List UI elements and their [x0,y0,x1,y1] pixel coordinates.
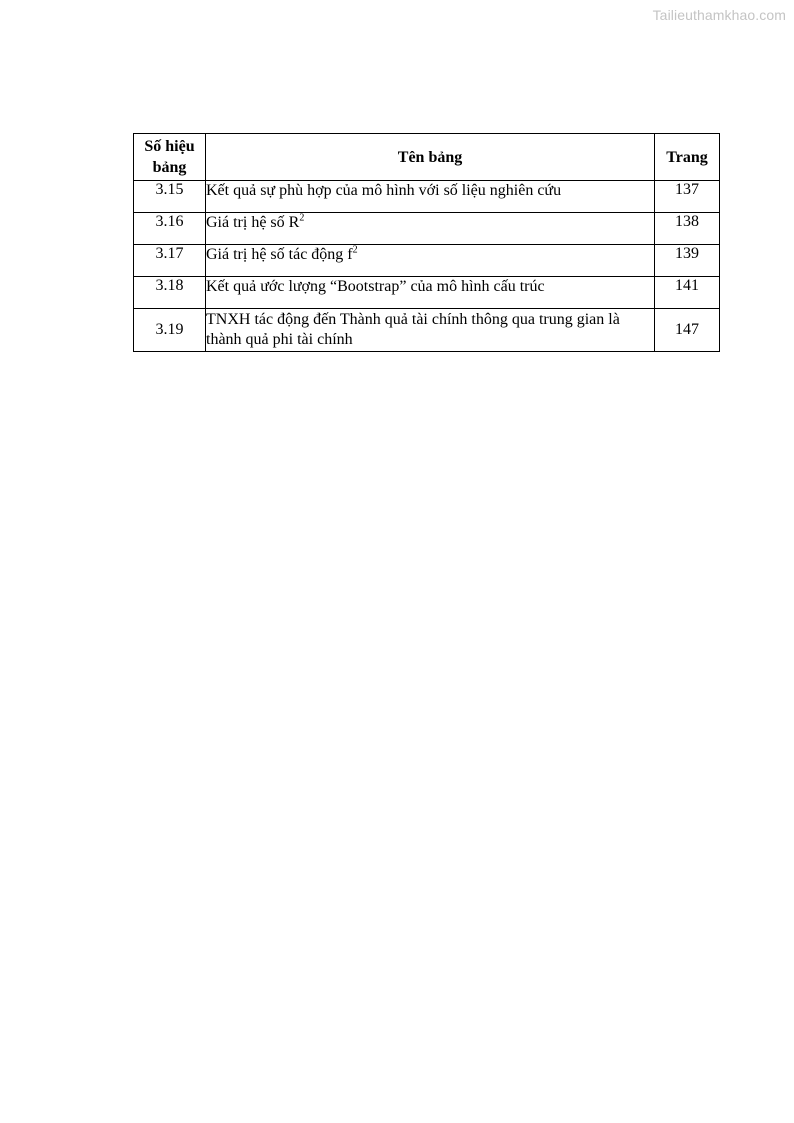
watermark-text: Tailieuthamkhao.com [652,7,786,23]
row-name-text: Giá trị hệ số R [206,214,300,231]
table-header-row [134,134,720,181]
row-number: 3.15 [134,181,206,213]
row-name-text: Giá trị hệ số tác động f [206,246,353,263]
superscript: 2 [299,212,305,224]
row-name-text: Kết quả ước lượng “Bootstrap” của mô hình cấu trúc [206,278,545,295]
table-list [133,133,720,352]
table-row [134,213,720,245]
row-number: 3.17 [134,245,206,277]
table-row [134,277,720,309]
row-page: 139 [655,245,720,277]
row-name [206,181,655,213]
row-name [206,213,655,245]
header-page: Trang [655,134,720,181]
row-name-text: Kết quả sự phù hợp của mô hình với số liệu nghiên cứu [206,182,562,199]
row-name-text: TNXH tác động đến Thành quả tài chính thông qua trung gian là thành quả phi tài chính [206,311,620,348]
row-page: 147 [655,309,720,352]
row-number: 3.16 [134,213,206,245]
superscript: 2 [352,244,358,256]
row-name [206,245,655,277]
row-number: 3.18 [134,277,206,309]
row-page: 138 [655,213,720,245]
table-row [134,181,720,213]
table-row [134,245,720,277]
row-page: 141 [655,277,720,309]
header-number: Số hiệu bảng [134,134,206,181]
header-name: Tên bảng [206,134,655,181]
row-page: 137 [655,181,720,213]
row-number: 3.19 [134,309,206,352]
row-name [206,309,655,352]
table-row [134,309,720,352]
row-name [206,277,655,309]
